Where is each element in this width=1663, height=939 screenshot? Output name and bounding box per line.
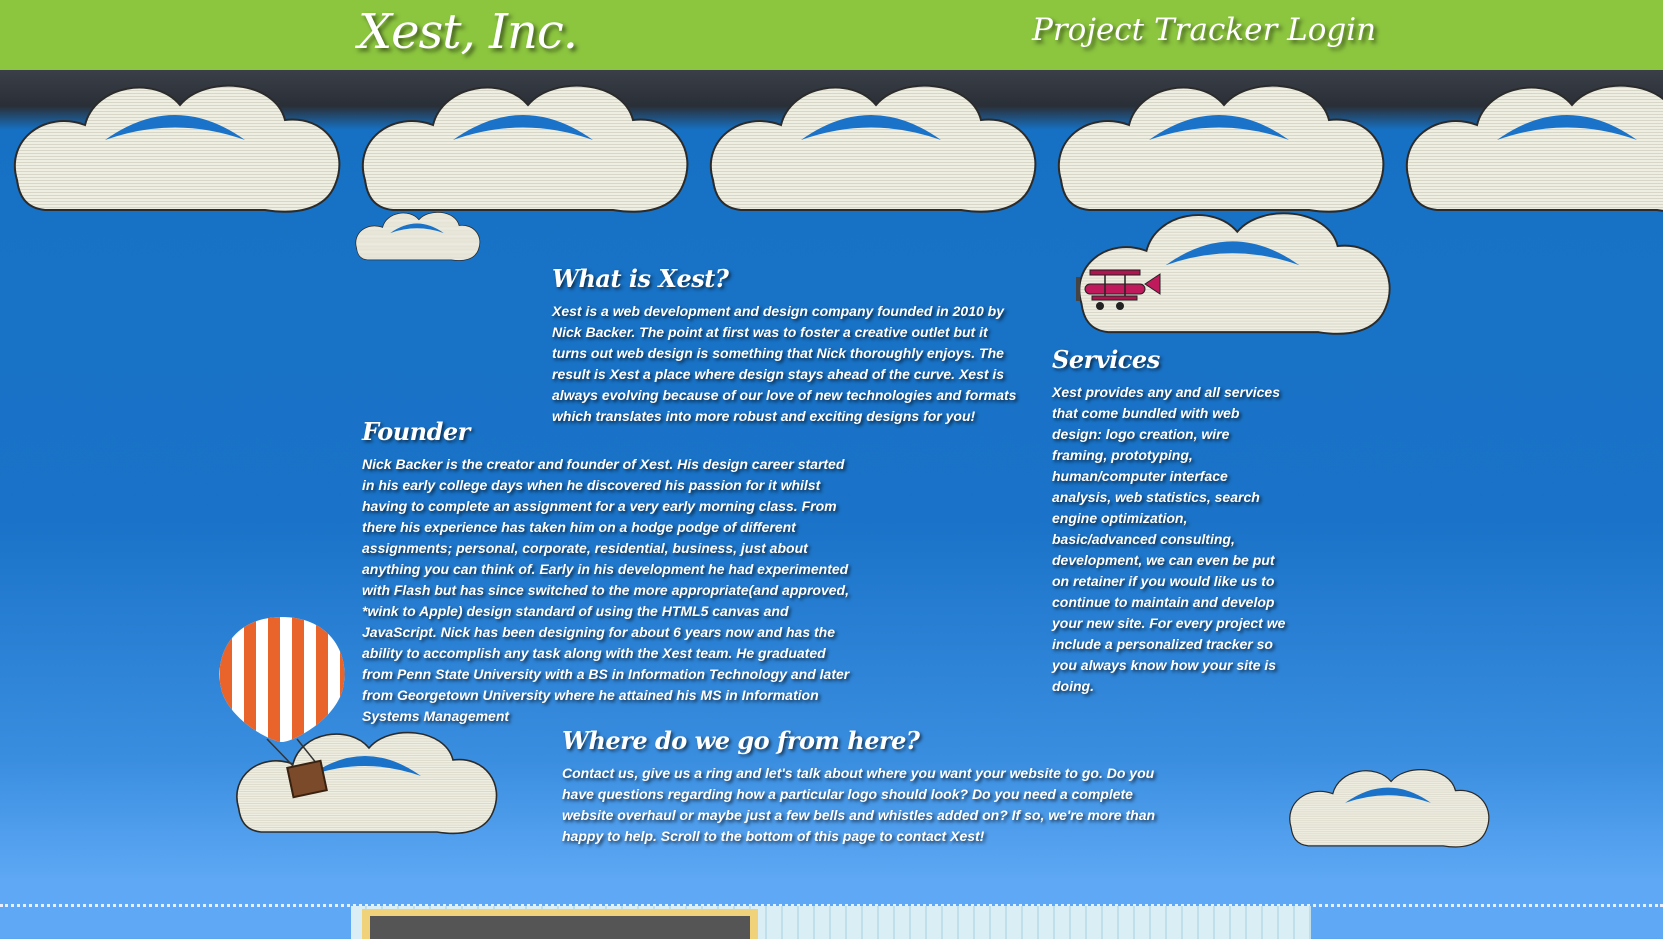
founder-section — [362, 417, 852, 727]
section-body: Contact us, give us a ring and let's talk about where you want your website to go. Do you have questions regarding how a particular logo should look? Do you need a complete website overhaul or maybe just a few bells and whistles added on? If so, we're more than happy to help. Scroll to the bottom of this page to contact Xest! — [562, 765, 1156, 844]
biplane-icon — [1070, 262, 1165, 312]
cloud-icon — [696, 70, 1046, 220]
cloud-icon — [352, 195, 482, 275]
services-section — [1052, 345, 1287, 697]
section-heading: Founder — [362, 417, 470, 446]
cloud-icon — [1392, 70, 1663, 220]
header-bar — [0, 0, 1663, 70]
cloud-icon — [1283, 760, 1493, 852]
where-next-section — [562, 726, 1172, 847]
site-logo[interactable]: Xest, Inc. — [358, 4, 578, 60]
cloud-icon — [0, 70, 350, 220]
section-heading: Services — [1052, 345, 1160, 374]
what-is-xest-section — [552, 264, 1022, 427]
section-body: Xest provides any and all services that come bundled with web design: logo creation, wire framing, prototyping, human/computer interface analysis, web statistics, search engine optimization, basic/advanced consulting, development, we can even be put on retainer if you would like us to continue to maintain and develop your new site. For every project we include a personalized tracker so you always know how your site is doing. — [1052, 384, 1286, 694]
section-heading: What is Xest? — [552, 264, 729, 293]
project-tracker-login-link[interactable]: Project Tracker Login — [1032, 12, 1377, 48]
section-body: Nick Backer is the creator and founder of Xest. His design career started in his early college days when he discovered his passion for it whilst having to complete an assignment for a very early morning class. From there his experience has taken him on a hodge podge of different assignments; personal, corporate, residential, business, just about anything you can think of. Early in his development he had experimented with Flash but has since switched to the more appropriate(and approved, *wink to Apple) design standard of using the HTML5 canvas and JavaScript. Nick has been designing for about 6 years now and has the ability to accomplish any task along with the Xest team. He graduated from Penn State University with a BS in Information Technology and later from Georgetown University where he attained his MS in Information Systems Management — [362, 456, 850, 724]
hot-air-balloon-icon — [212, 612, 352, 802]
photo-frame — [362, 909, 758, 939]
section-body: Xest is a web development and design company founded in 2010 by Nick Backer. The point at first was to foster a creative outlet but it turns out web design is something that Nick thoroughly enjoys. The result is Xest a place where design stays ahead of the curve. Xest is always evolving because of our love of new technologies and formats which translates into more robust and exciting designs for you! — [552, 303, 1017, 424]
section-heading: Where do we go from here? — [562, 726, 920, 755]
